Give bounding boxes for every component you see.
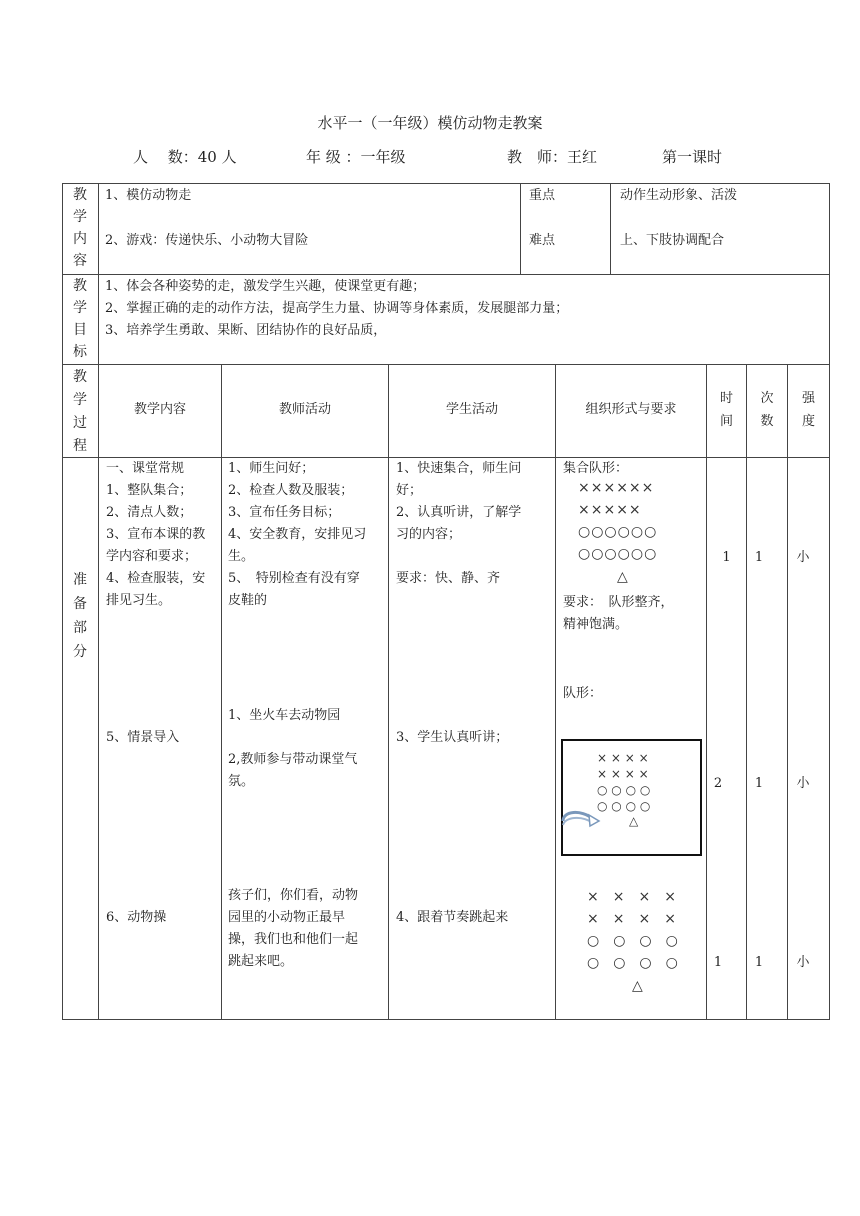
header-student: 学生活动 <box>445 402 498 417</box>
s2-student: 3、学生认真听讲； <box>396 730 509 745</box>
difficulty-text: 上、下肢协调配合 <box>620 233 725 248</box>
s2-time: 2 <box>713 776 723 791</box>
formation-row: ○ ○ ○ ○ <box>587 933 678 949</box>
header-teacher: 教师活动 <box>278 402 331 417</box>
s3-student: 4、跟着节奏跳起来 <box>396 910 509 925</box>
formation-row: ○ ○ ○ ○ <box>587 955 678 971</box>
info-teacher: 教 师：王红 <box>507 148 598 166</box>
teacher-triangle-icon: △ <box>632 978 643 994</box>
formation-row: ××××× <box>578 502 642 518</box>
formation-row: ○○○○○○ <box>578 546 658 562</box>
s3-content: 6、动物操 <box>106 910 167 925</box>
teacher-triangle-icon: △ <box>629 814 639 828</box>
formation-row: × × × × <box>597 767 649 781</box>
key-point-label: 重点 <box>529 188 556 203</box>
formation-row: × × × × <box>587 911 676 927</box>
formation-row: × × × × <box>587 889 676 905</box>
goal-1: 1、体会各种姿势的走，激发学生兴趣，使课堂更有趣； <box>105 279 426 294</box>
s1-time: 1 <box>722 550 731 565</box>
goal-3: 3、培养学生勇敢、果断、团结协作的良好品质， <box>105 323 387 338</box>
formation-row: ○ ○ ○ ○ <box>597 799 651 813</box>
s3-intensity: 小 <box>796 955 810 970</box>
key-point-text: 动作生动形象、活泼 <box>620 188 738 203</box>
content-item-2: 2、游戏：传递快乐、小动物大冒险 <box>105 233 309 248</box>
content-item-1: 1、模仿动物走 <box>105 188 192 203</box>
s3-count: 1 <box>754 955 764 970</box>
s1-count: 1 <box>754 550 764 565</box>
s2-intensity: 小 <box>796 776 810 791</box>
goal-2: 2、掌握正确的走的动作方法，提高学生力量、协调等身体素质，发展腿部力量； <box>105 301 569 316</box>
s3-time: 1 <box>713 955 723 970</box>
teacher-triangle-icon: △ <box>617 569 628 585</box>
formation-row: ○○○○○○ <box>578 524 658 540</box>
formation-row: ○ ○ ○ ○ <box>597 783 651 797</box>
s2-formation-box <box>561 739 702 856</box>
s1-intensity: 小 <box>796 550 810 565</box>
info-lesson: 第一课时 <box>662 148 723 166</box>
info-grade: 年 级 ：一年级 <box>306 148 406 166</box>
document-title: 水平一（一年级）模仿动物走教案 <box>317 114 543 132</box>
curved-arrow-icon <box>559 805 603 829</box>
s2-count: 1 <box>754 776 764 791</box>
difficulty-label: 难点 <box>529 233 556 248</box>
s2-content: 5、情景导入 <box>106 730 180 745</box>
s2-org-title: 队形： <box>563 686 603 701</box>
formation-row: ×××××× <box>578 480 655 496</box>
header-org: 组织形式与要求 <box>585 402 677 417</box>
header-content: 教学内容 <box>133 402 186 417</box>
info-people: 人 数：40 人 <box>133 148 237 166</box>
formation-row: × × × × <box>597 751 649 765</box>
